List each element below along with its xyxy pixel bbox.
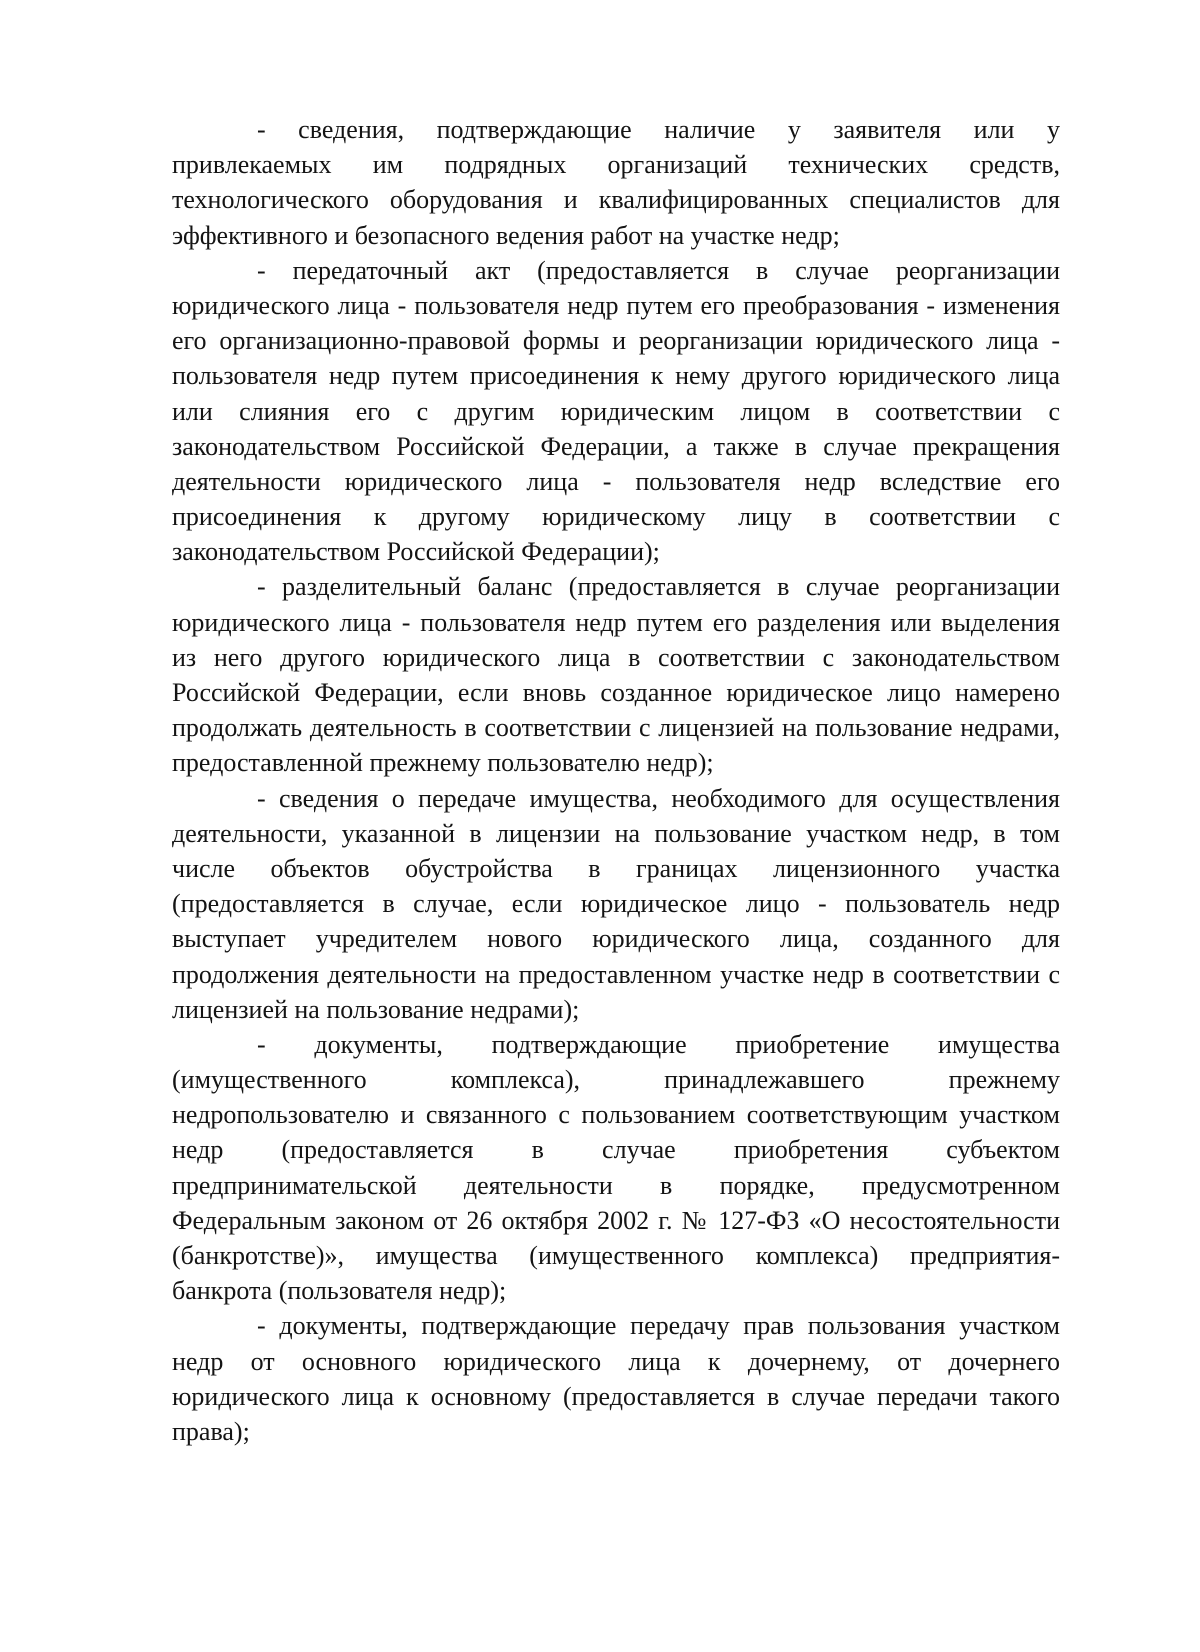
text-line: Федеральным законом от 26 октября 2002 г. № 127-ФЗ «О несостоятельности: [172, 1205, 1060, 1235]
text-line: юридического лица - пользователя недр путем его преобразования - изменения: [172, 290, 1060, 320]
text-line: (имущественного комплекса), принадлежавшего прежнему: [172, 1065, 1060, 1095]
text-line: - сведения, подтверждающие наличие у заявителя или у: [257, 115, 1060, 144]
document-body: [172, 112, 1060, 1449]
text-line: - сведения о передаче имущества, необходимого для осуществления: [257, 783, 1060, 813]
text-line: или слияния его с другим юридическим лицом в соответствии с: [172, 396, 1060, 426]
text-line: выступает учредителем нового юридического лица, созданного для: [172, 924, 1060, 954]
text-line: из него другого юридического лица в соответствии с законодательством: [172, 642, 1060, 672]
text-line: присоединения к другому юридическому лицу в соответствии с: [172, 502, 1060, 532]
text-line: законодательством Российской Федерации, а также в случае прекращения: [172, 431, 1060, 461]
text-line: юридического лица - пользователя недр путем его разделения или выделения: [172, 607, 1060, 637]
paragraph-transfer-act: [172, 253, 1060, 570]
text-line: деятельности, указанной в лицензии на пользование участком недр, в том: [172, 818, 1060, 848]
text-line: - документы, подтверждающие передачу прав пользования участком: [257, 1311, 1060, 1341]
text-line: недр от основного юридического лица к дочернему, от дочернего: [172, 1346, 1060, 1376]
text-line: пользователя недр путем присоединения к нему другого юридического лица: [172, 361, 1060, 391]
text-line: привлекаемых им подрядных организаций технических средств,: [172, 150, 1060, 180]
text-line: законодательством Российской Федерации);: [172, 537, 660, 567]
text-line: (предоставляется в случае, если юридическое лицо - пользователь недр: [172, 889, 1060, 919]
text-line: продолжать деятельность в соответствии с лицензией на пользование недрами,: [172, 713, 1060, 743]
paragraph-technical-means: [172, 112, 1060, 253]
text-line: недропользователю и связанного с пользованием соответствующим участком: [172, 1100, 1060, 1130]
text-line: права);: [172, 1416, 250, 1446]
text-line: продолжения деятельности на предоставленном участке недр в соответствии с: [172, 959, 1060, 989]
text-line: - передаточный акт (предоставляется в случае реорганизации: [257, 255, 1060, 285]
text-line: эффективного и безопасного ведения работ на участке недр;: [172, 220, 840, 250]
text-line: Российской Федерации, если вновь созданное юридическое лицо намерено: [172, 678, 1060, 707]
text-line: его организационно-правовой формы и реорганизации юридического лица -: [172, 326, 1060, 356]
text-line: предпринимательской деятельности в порядке, предусмотренном: [172, 1170, 1060, 1200]
text-line: - документы, подтверждающие приобретение имущества: [257, 1029, 1060, 1059]
paragraph-rights-transfer: [172, 1308, 1060, 1449]
text-line: деятельности юридического лица - пользователя недр вследствие его: [172, 466, 1060, 496]
text-line: технологического оборудования и квалифицированных специалистов для: [172, 185, 1060, 215]
text-line: предоставленной прежнему пользователю недр);: [172, 748, 714, 778]
paragraph-separation-balance: [172, 569, 1060, 780]
text-line: числе объектов обустройства в границах лицензионного участка: [172, 853, 1060, 883]
text-line: недр (предоставляется в случае приобретения субъектом: [172, 1135, 1060, 1165]
text-line: лицензией на пользование недрами);: [172, 994, 580, 1024]
text-line: юридического лица к основному (предоставляется в случае передачи такого: [172, 1381, 1060, 1411]
paragraph-property-transfer: [172, 781, 1060, 1027]
paragraph-property-acquisition: [172, 1027, 1060, 1309]
text-line: банкрота (пользователя недр);: [172, 1276, 507, 1306]
text-line: - разделительный баланс (предоставляется в случае реорганизации: [257, 572, 1060, 602]
text-line: (банкротстве)», имущества (имущественного комплекса) предприятия-: [172, 1241, 1060, 1270]
